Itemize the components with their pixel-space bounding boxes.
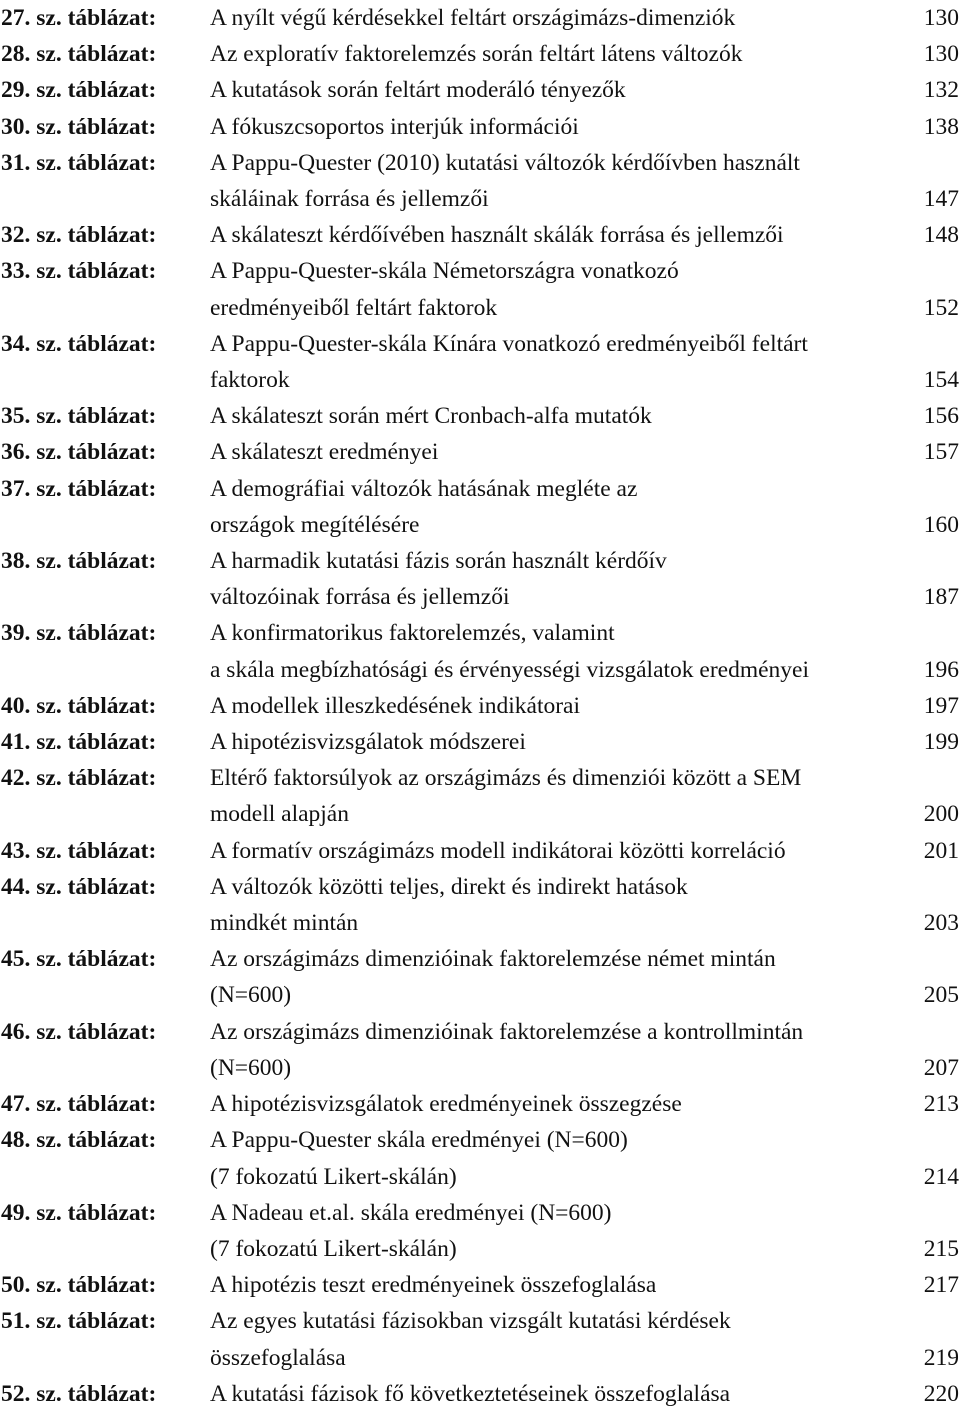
table-number-label: 31. sz. táblázat: xyxy=(1,149,157,176)
page-number: 130 xyxy=(923,41,959,68)
toc-entry[interactable] xyxy=(0,0,960,36)
toc-entry[interactable] xyxy=(0,1195,960,1267)
table-title xyxy=(210,398,908,434)
table-number-label: 30. sz. táblázat: xyxy=(1,113,157,140)
table-title-line: változóinak forrása és jellemzői xyxy=(210,584,510,611)
table-title xyxy=(210,869,908,941)
table-title xyxy=(210,471,908,543)
page-number: 138 xyxy=(923,113,959,140)
table-title-line: A skálateszt során mért Cronbach-alfa mutatók xyxy=(210,403,652,430)
toc-entry[interactable] xyxy=(0,36,960,72)
table-title-line: A Nadeau et.al. skála eredményei (N=600) xyxy=(210,1199,612,1226)
toc-entry[interactable] xyxy=(0,1303,960,1375)
table-title-line: A Pappu-Quester-skála Kínára vonatkozó eredményeiből feltárt xyxy=(210,330,808,357)
table-title xyxy=(210,0,908,36)
page-number: 160 xyxy=(923,511,959,538)
page-number: 130 xyxy=(923,5,959,31)
table-title xyxy=(210,1303,908,1375)
toc-entry[interactable] xyxy=(0,869,960,941)
table-title-line: faktorok xyxy=(210,367,290,394)
toc-entry[interactable] xyxy=(0,253,960,325)
toc-entry[interactable] xyxy=(0,1086,960,1122)
page-number: 157 xyxy=(923,439,959,466)
table-title xyxy=(210,36,908,72)
toc-entry[interactable] xyxy=(0,941,960,1013)
page-number: 219 xyxy=(923,1344,959,1371)
table-title-line: A Pappu-Quester skála eredményei (N=600) xyxy=(210,1127,628,1154)
table-number-label: 33. sz. táblázat: xyxy=(1,258,157,285)
toc-entry[interactable] xyxy=(0,471,960,543)
table-title-line: országok megítélésére xyxy=(210,511,420,538)
table-title xyxy=(210,1267,908,1303)
table-number-label: 52. sz. táblázat: xyxy=(1,1380,157,1407)
table-number-label: 43. sz. táblázat: xyxy=(1,837,157,864)
toc-entry[interactable] xyxy=(0,145,960,217)
table-title xyxy=(210,543,908,615)
table-title-line: A kutatási fázisok fő következtetéseinek összefoglalása xyxy=(210,1380,731,1407)
table-title-line: A harmadik kutatási fázis során használt kérdőív xyxy=(210,548,667,575)
table-number-label: 28. sz. táblázat: xyxy=(1,41,157,68)
page-number: 156 xyxy=(923,403,959,430)
table-number-label: 48. sz. táblázat: xyxy=(1,1127,157,1154)
table-title-line: modell alapján xyxy=(210,801,349,828)
table-title-line: A skálateszt kérdőívében használt skálák forrása és jellemzői xyxy=(210,222,784,249)
table-number-label: 42. sz. táblázat: xyxy=(1,765,157,792)
table-title-line: (7 fokozatú Likert-skálán) xyxy=(210,1235,457,1262)
table-title-line: eredményeiből feltárt faktorok xyxy=(210,294,498,321)
table-title xyxy=(210,833,908,869)
table-number-label: 32. sz. táblázat: xyxy=(1,222,157,249)
table-title-line: (7 fokozatú Likert-skálán) xyxy=(210,1163,457,1190)
page-number: 154 xyxy=(923,367,959,394)
table-title xyxy=(210,145,908,217)
page-number: 203 xyxy=(923,910,959,937)
table-title xyxy=(210,1195,908,1267)
page-number: 197 xyxy=(923,692,959,719)
toc-entry[interactable] xyxy=(0,615,960,687)
table-title-line: A kutatások során feltárt moderáló tényezők xyxy=(210,77,626,104)
table-title xyxy=(210,1376,908,1412)
table-number-label: 47. sz. táblázat: xyxy=(1,1091,157,1118)
table-title-line: mindkét mintán xyxy=(210,910,359,937)
table-title-line: A modellek illeszkedésének indikátorai xyxy=(210,692,581,719)
table-title-line: A fókuszcsoportos interjúk információi xyxy=(210,113,579,140)
toc-entry[interactable] xyxy=(0,434,960,470)
page-number: 213 xyxy=(923,1091,959,1118)
page-number: 199 xyxy=(923,729,959,756)
table-number-label: 29. sz. táblázat: xyxy=(1,77,157,104)
table-title-line: A skálateszt eredményei xyxy=(210,439,439,466)
table-title xyxy=(210,724,908,760)
table-number-label: 38. sz. táblázat: xyxy=(1,548,157,575)
toc-entry[interactable] xyxy=(0,724,960,760)
toc-entry[interactable] xyxy=(0,1267,960,1303)
table-title-line: Az országimázs dimenzióinak faktorelemzése a kontrollmintán xyxy=(210,1018,804,1045)
page-number: 201 xyxy=(923,837,959,864)
page-number: 187 xyxy=(923,584,959,611)
table-title xyxy=(210,326,908,398)
page-number: 152 xyxy=(923,294,959,321)
table-number-label: 34. sz. táblázat: xyxy=(1,330,157,357)
table-title xyxy=(210,72,908,108)
table-title xyxy=(210,941,908,1013)
page-number: 196 xyxy=(923,656,959,683)
table-number-label: 50. sz. táblázat: xyxy=(1,1272,157,1299)
page-number: 207 xyxy=(923,1054,959,1081)
table-title-line: összefoglalása xyxy=(210,1344,346,1371)
page-number: 147 xyxy=(923,186,959,213)
table-number-label: 49. sz. táblázat: xyxy=(1,1199,157,1226)
toc-entry[interactable] xyxy=(0,72,960,108)
table-title-line: A változók közötti teljes, direkt és indirekt hatások xyxy=(210,873,688,900)
table-number-label: 35. sz. táblázat: xyxy=(1,403,157,430)
table-title-line: Az egyes kutatási fázisokban vizsgált kutatási kérdések xyxy=(210,1308,731,1335)
toc-entry[interactable] xyxy=(0,1122,960,1194)
page-number: 200 xyxy=(923,801,959,828)
toc-entry[interactable] xyxy=(0,217,960,253)
table-title-line: A hipotézisvizsgálatok módszerei xyxy=(210,729,526,756)
table-number-label: 37. sz. táblázat: xyxy=(1,475,157,502)
page-number: 148 xyxy=(923,222,959,249)
toc-entry[interactable] xyxy=(0,398,960,434)
table-title-line: A Pappu-Quester-skála Németországra vonatkozó xyxy=(210,258,679,285)
table-title-line: a skála megbízhatósági és érvényességi vizsgálatok eredményei xyxy=(210,656,810,683)
table-title xyxy=(210,1086,908,1122)
toc-entry[interactable] xyxy=(0,326,960,398)
table-number-label: 45. sz. táblázat: xyxy=(1,946,157,973)
table-title-line: Az exploratív faktorelemzés során feltárt látens változók xyxy=(210,41,743,68)
table-number-label: 39. sz. táblázat: xyxy=(1,620,157,647)
table-title xyxy=(210,1014,908,1086)
table-number-label: 44. sz. táblázat: xyxy=(1,873,157,900)
table-number-label: 40. sz. táblázat: xyxy=(1,692,157,719)
page-number: 220 xyxy=(923,1380,959,1407)
table-title-line: Eltérő faktorsúlyok az országimázs és dimenziói között a SEM xyxy=(210,765,802,792)
toc-entry[interactable] xyxy=(0,688,960,724)
toc-entry[interactable] xyxy=(0,1376,960,1412)
table-title-line: A konfirmatorikus faktorelemzés, valamint xyxy=(210,620,615,647)
toc-entry[interactable] xyxy=(0,543,960,615)
page-number: 214 xyxy=(923,1163,959,1190)
table-title xyxy=(210,760,908,832)
table-title xyxy=(210,434,908,470)
table-number-label: 41. sz. táblázat: xyxy=(1,729,157,756)
table-title xyxy=(210,253,908,325)
table-number-label: 27. sz. táblázat: xyxy=(1,5,157,31)
table-title-line: A hipotézis teszt eredményeinek összefoglalása xyxy=(210,1272,657,1299)
toc-entry[interactable] xyxy=(0,833,960,869)
table-number-label: 46. sz. táblázat: xyxy=(1,1018,157,1045)
table-title xyxy=(210,688,908,724)
table-title xyxy=(210,109,908,145)
table-title xyxy=(210,615,908,687)
table-title-line: A formatív országimázs modell indikátorai közötti korreláció xyxy=(210,837,786,864)
table-title xyxy=(210,1122,908,1194)
table-title-line: (N=600) xyxy=(210,1054,292,1081)
table-title-line: A demográfiai változók hatásának megléte az xyxy=(210,475,638,502)
table-title-line: A nyílt végű kérdésekkel feltárt országimázs-dimenziók xyxy=(210,5,736,31)
table-title xyxy=(210,217,908,253)
page-number: 215 xyxy=(923,1235,959,1262)
table-title-line: (N=600) xyxy=(210,982,292,1009)
table-title-line: skáláinak forrása és jellemzői xyxy=(210,186,489,213)
page-number: 132 xyxy=(923,77,959,104)
table-number-label: 51. sz. táblázat: xyxy=(1,1308,157,1335)
table-title-line: A Pappu-Quester (2010) kutatási változók kérdőívben használt xyxy=(210,149,800,176)
table-number-label: 36. sz. táblázat: xyxy=(1,439,157,466)
page-number: 217 xyxy=(923,1272,959,1299)
toc-entry[interactable] xyxy=(0,760,960,832)
toc-entry[interactable] xyxy=(0,109,960,145)
page-number: 205 xyxy=(923,982,959,1009)
table-title-line: Az országimázs dimenzióinak faktorelemzése német mintán xyxy=(210,946,776,973)
toc-entry[interactable] xyxy=(0,1014,960,1086)
table-title-line: A hipotézisvizsgálatok eredményeinek összegzése xyxy=(210,1091,682,1118)
